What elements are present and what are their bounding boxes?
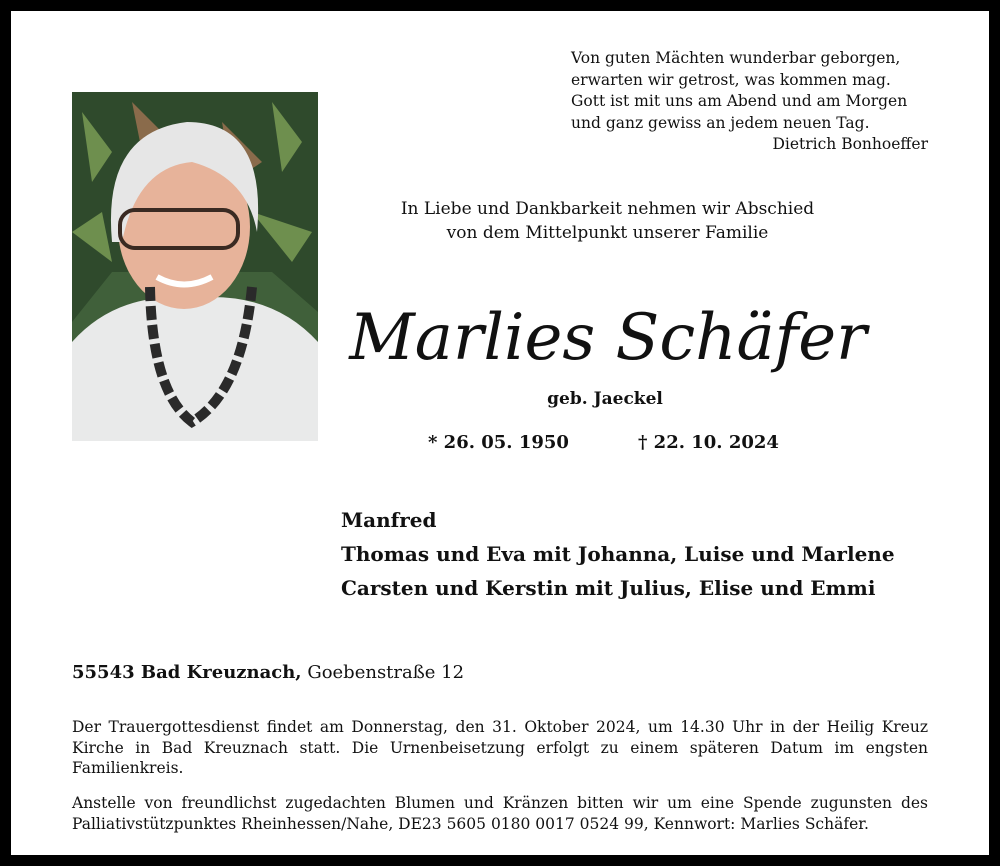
quote-line: Von guten Mächten wunderbar geborgen, [571, 49, 901, 67]
family-line: Manfred [341, 508, 437, 532]
family-address [72, 662, 464, 683]
quote-line: Gott ist mit uns am Abend und am Morgen [571, 92, 908, 110]
quote-line: und ganz gewiss an jedem neuen Tag. [571, 113, 870, 132]
maiden-name: geb. Jaeckel [547, 389, 663, 409]
farewell-intro [355, 197, 860, 245]
quote-author: Dietrich Bonhoeffer [772, 135, 928, 153]
family-members [341, 503, 895, 605]
family-line: Carsten und Kerstin mit Julius, Elise und Emmi [341, 576, 876, 600]
deceased-name: Marlies Schäfer [349, 301, 867, 375]
bonhoeffer-quote [571, 48, 931, 156]
intro-line: von dem Mittelpunkt unserer Familie [446, 223, 769, 243]
funeral-service-notice: Der Trauergottesdienst findet am Donnerstag, den 31. Oktober 2024, um 14.30 Uhr in der Heilig Kreuz Kirche in Bad Kreuznach statt. Die Urnenbeisetzung erfolgt zu einem späteren Datum im engsten Familienkreis. [72, 718, 928, 777]
portrait-photo [72, 92, 318, 441]
quote-line: erwarten wir getrost, was kommen mag. [571, 70, 891, 89]
death-date: † 22. 10. 2024 [638, 432, 779, 453]
intro-line: In Liebe und Dankbarkeit nehmen wir Abschied [400, 199, 815, 219]
address-city: 55543 Bad Kreuznach, [72, 662, 302, 683]
family-line: Thomas und Eva mit Johanna, Luise und Marlene [341, 542, 895, 566]
donation-notice: Anstelle von freundlichst zugedachten Blumen und Kränzen bitten wir um eine Spende zugunsten des Palliativstützpunktes Rheinhessen/Nahe, DE23 5605 0180 0017 0524 99, Kennwort: Marlies Schäfer. [72, 794, 928, 833]
birth-date: * 26. 05. 1950 [428, 432, 569, 453]
portrait-illustration [72, 92, 318, 441]
address-street: Goebenstraße 12 [307, 662, 465, 683]
